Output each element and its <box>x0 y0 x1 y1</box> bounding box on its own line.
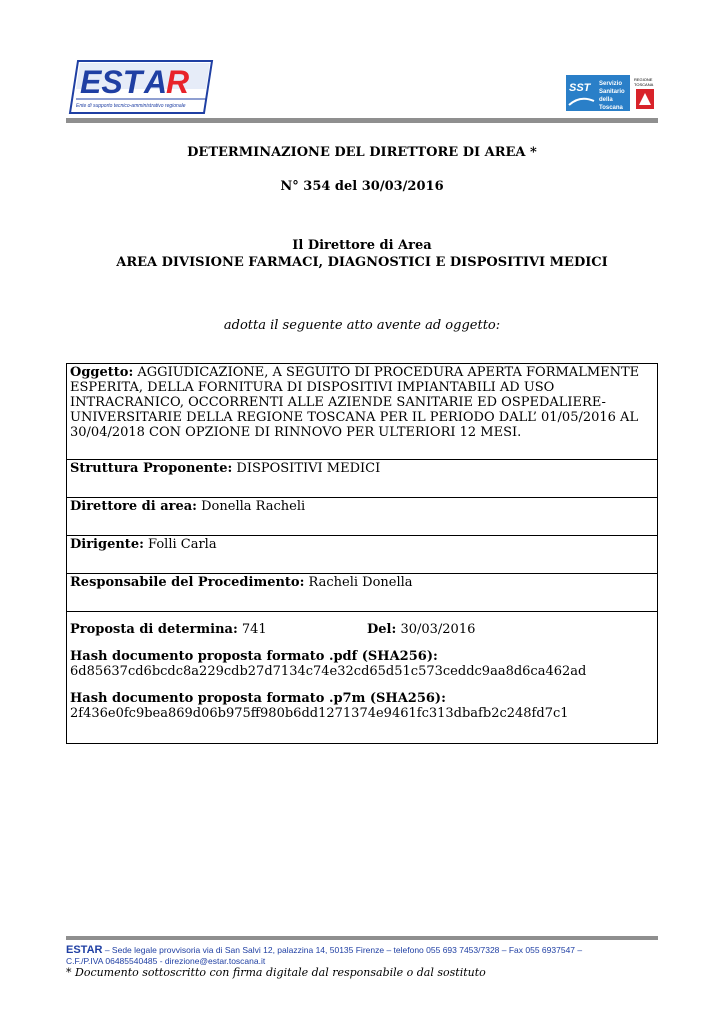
estar-tagline: Ente di supporto tecnico-amministrativo regionale <box>76 103 186 109</box>
svg-text:TOSCANA: TOSCANA <box>634 82 654 87</box>
sst-regione-logo <box>566 75 658 111</box>
responsabile-value: Racheli Donella <box>308 575 413 590</box>
svg-text:SST: SST <box>569 82 591 94</box>
direttore-row <box>67 497 657 535</box>
svg-text:Sanitario: Sanitario <box>599 89 625 95</box>
svg-text:A: A <box>144 64 168 100</box>
footer-divider <box>66 936 658 940</box>
proposta-row <box>67 611 657 743</box>
struttura-label: Struttura Proponente: <box>70 461 233 476</box>
header-divider <box>66 118 658 123</box>
struttura-row <box>67 459 657 497</box>
svg-text:Servizio: Servizio <box>599 81 623 87</box>
footer-brand: ESTAR <box>66 944 103 956</box>
svg-text:REGIONE: REGIONE <box>634 77 653 82</box>
director-title: Il Direttore di Area <box>292 238 432 253</box>
dirigente-label: Dirigente: <box>70 537 144 552</box>
estar-logo <box>66 59 214 115</box>
area-name: AREA DIVISIONE FARMACI, DIAGNOSTICI E DISPOSITIVI MEDICI <box>116 255 608 270</box>
direttore-label: Direttore di area: <box>70 499 197 514</box>
direttore-value: Donella Racheli <box>201 499 306 514</box>
footer-address-line2: C.F./P.IVA 06485540485 - direzione@estar.toscana.it <box>66 956 266 966</box>
svg-text:R: R <box>166 64 190 100</box>
document-table <box>66 363 658 744</box>
footer-address-line1: – Sede legale provvisoria via di San Salvi 12, palazzina 14, 50135 Firenze – telefono 055 693 7453/7328 – Fax 055 6937547 – <box>102 945 583 955</box>
oggetto-value: AGGIUDICAZIONE, A SEGUITO DI PROCEDURA APERTA FORMALMENTE ESPERITA, DELLA FORNITURA DI DISPOSITIVI IMPIANTABILI AD USO INTRACRANICO, OCCORRENTI ALLE AZIENDE SANITARIE ED OSPEDALIERE-UNIVERSITARIE DELLA REGIONE TOSCANA PER IL PERIODO DALL’ 01/05/2016 AL 30/04/2018 CON OPZIONE DI RINNOVO PER ULTERIORI 12 MESI. <box>70 365 640 440</box>
proposta-label: Proposta di determina: <box>70 622 238 637</box>
hash-p7m-value: 2f436e0fc9bea869d06b975ff980b6dd1271374e9461fc313dbafb2c248fd7c1 <box>70 706 569 721</box>
svg-text:EST: EST <box>80 64 143 100</box>
intro-text: adotta il seguente atto avente ad oggetto: <box>223 318 501 333</box>
document-title: DETERMINAZIONE DEL DIRETTORE DI AREA * <box>187 145 537 160</box>
del-value: 30/03/2016 <box>400 622 476 637</box>
proposta-value: 741 <box>241 622 267 637</box>
svg-text:Toscana: Toscana <box>599 105 623 111</box>
hash-pdf-value: 6d85637cd6bcdc8a229cdb27d7134c74e32cd65d51c573ceddc9aa8d6ca462ad <box>70 664 587 679</box>
del-label: Del: <box>367 622 397 637</box>
struttura-value: DISPOSITIVI MEDICI <box>236 461 381 476</box>
responsabile-label: Responsabile del Procedimento: <box>70 575 305 590</box>
dirigente-row <box>67 535 657 573</box>
oggetto-row <box>67 364 657 459</box>
footer-signature-note: * Documento sottoscritto con firma digitale dal responsabile o dal sostituto <box>66 966 486 979</box>
oggetto-label: Oggetto: <box>70 365 134 380</box>
footer-address <box>66 944 582 956</box>
responsabile-row <box>67 573 657 611</box>
svg-text:della: della <box>599 97 613 103</box>
hash-pdf-label: Hash documento proposta formato .pdf (SHA256): <box>70 649 438 664</box>
dirigente-value: Folli Carla <box>148 537 217 552</box>
hash-p7m-label: Hash documento proposta formato .p7m (SHA256): <box>70 691 446 706</box>
document-number: N° 354 del 30/03/2016 <box>280 179 444 194</box>
